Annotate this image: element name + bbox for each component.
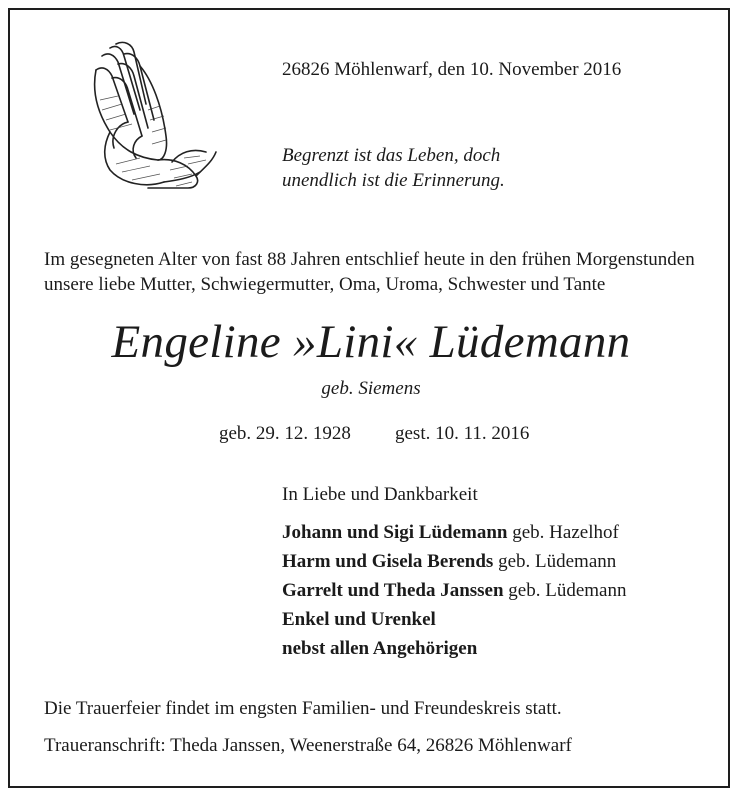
- motto: [282, 143, 505, 193]
- mourner-suffix: geb. Lüdemann: [493, 551, 617, 572]
- mourners-intro: In Liebe und Dankbarkeit: [282, 484, 478, 505]
- mourner-row: [282, 634, 626, 663]
- mourner-names: Harm und Gisela Berends: [282, 551, 494, 572]
- maiden-name: geb. Siemens: [321, 378, 421, 399]
- praying-hands-icon: [88, 40, 218, 190]
- intro-text: [44, 247, 695, 297]
- intro-line: unsere liebe Mutter, Schwiegermutter, Oma, Uroma, Schwester und Tante: [44, 274, 606, 295]
- birth-date: geb. 29. 12. 1928: [219, 423, 351, 444]
- mourner-row: [282, 518, 626, 547]
- motto-line: unendlich ist die Erinnerung.: [282, 170, 505, 191]
- mourner-row: [282, 576, 626, 605]
- death-date: gest. 10. 11. 2016: [395, 423, 530, 444]
- mourning-address: Traueranschrift: Theda Janssen, Weenerstraße 64, 26826 Möhlenwarf: [44, 735, 572, 756]
- mourners-list: [282, 518, 626, 663]
- deceased-name: Engeline »Lini« Lüdemann: [111, 316, 631, 368]
- mourner-row: [282, 605, 626, 634]
- place-date: 26826 Möhlenwarf, den 10. November 2016: [282, 59, 622, 80]
- mourner-suffix: geb. Hazelhof: [507, 522, 619, 543]
- mourner-names: Garrelt und Theda Janssen: [282, 580, 504, 601]
- intro-line: Im gesegneten Alter von fast 88 Jahren entschlief heute in den frühen Morgenstunden: [44, 249, 695, 270]
- mourner-suffix: geb. Lüdemann: [503, 580, 627, 601]
- mourner-names: Johann und Sigi Lüdemann: [282, 522, 508, 543]
- mourner-names: Enkel und Urenkel: [282, 609, 436, 630]
- mourner-row: [282, 547, 626, 576]
- funeral-note: Die Trauerfeier findet im engsten Familien- und Freundeskreis statt.: [44, 698, 562, 719]
- motto-line: Begrenzt ist das Leben, doch: [282, 145, 501, 166]
- mourner-names: nebst allen Angehörigen: [282, 638, 478, 659]
